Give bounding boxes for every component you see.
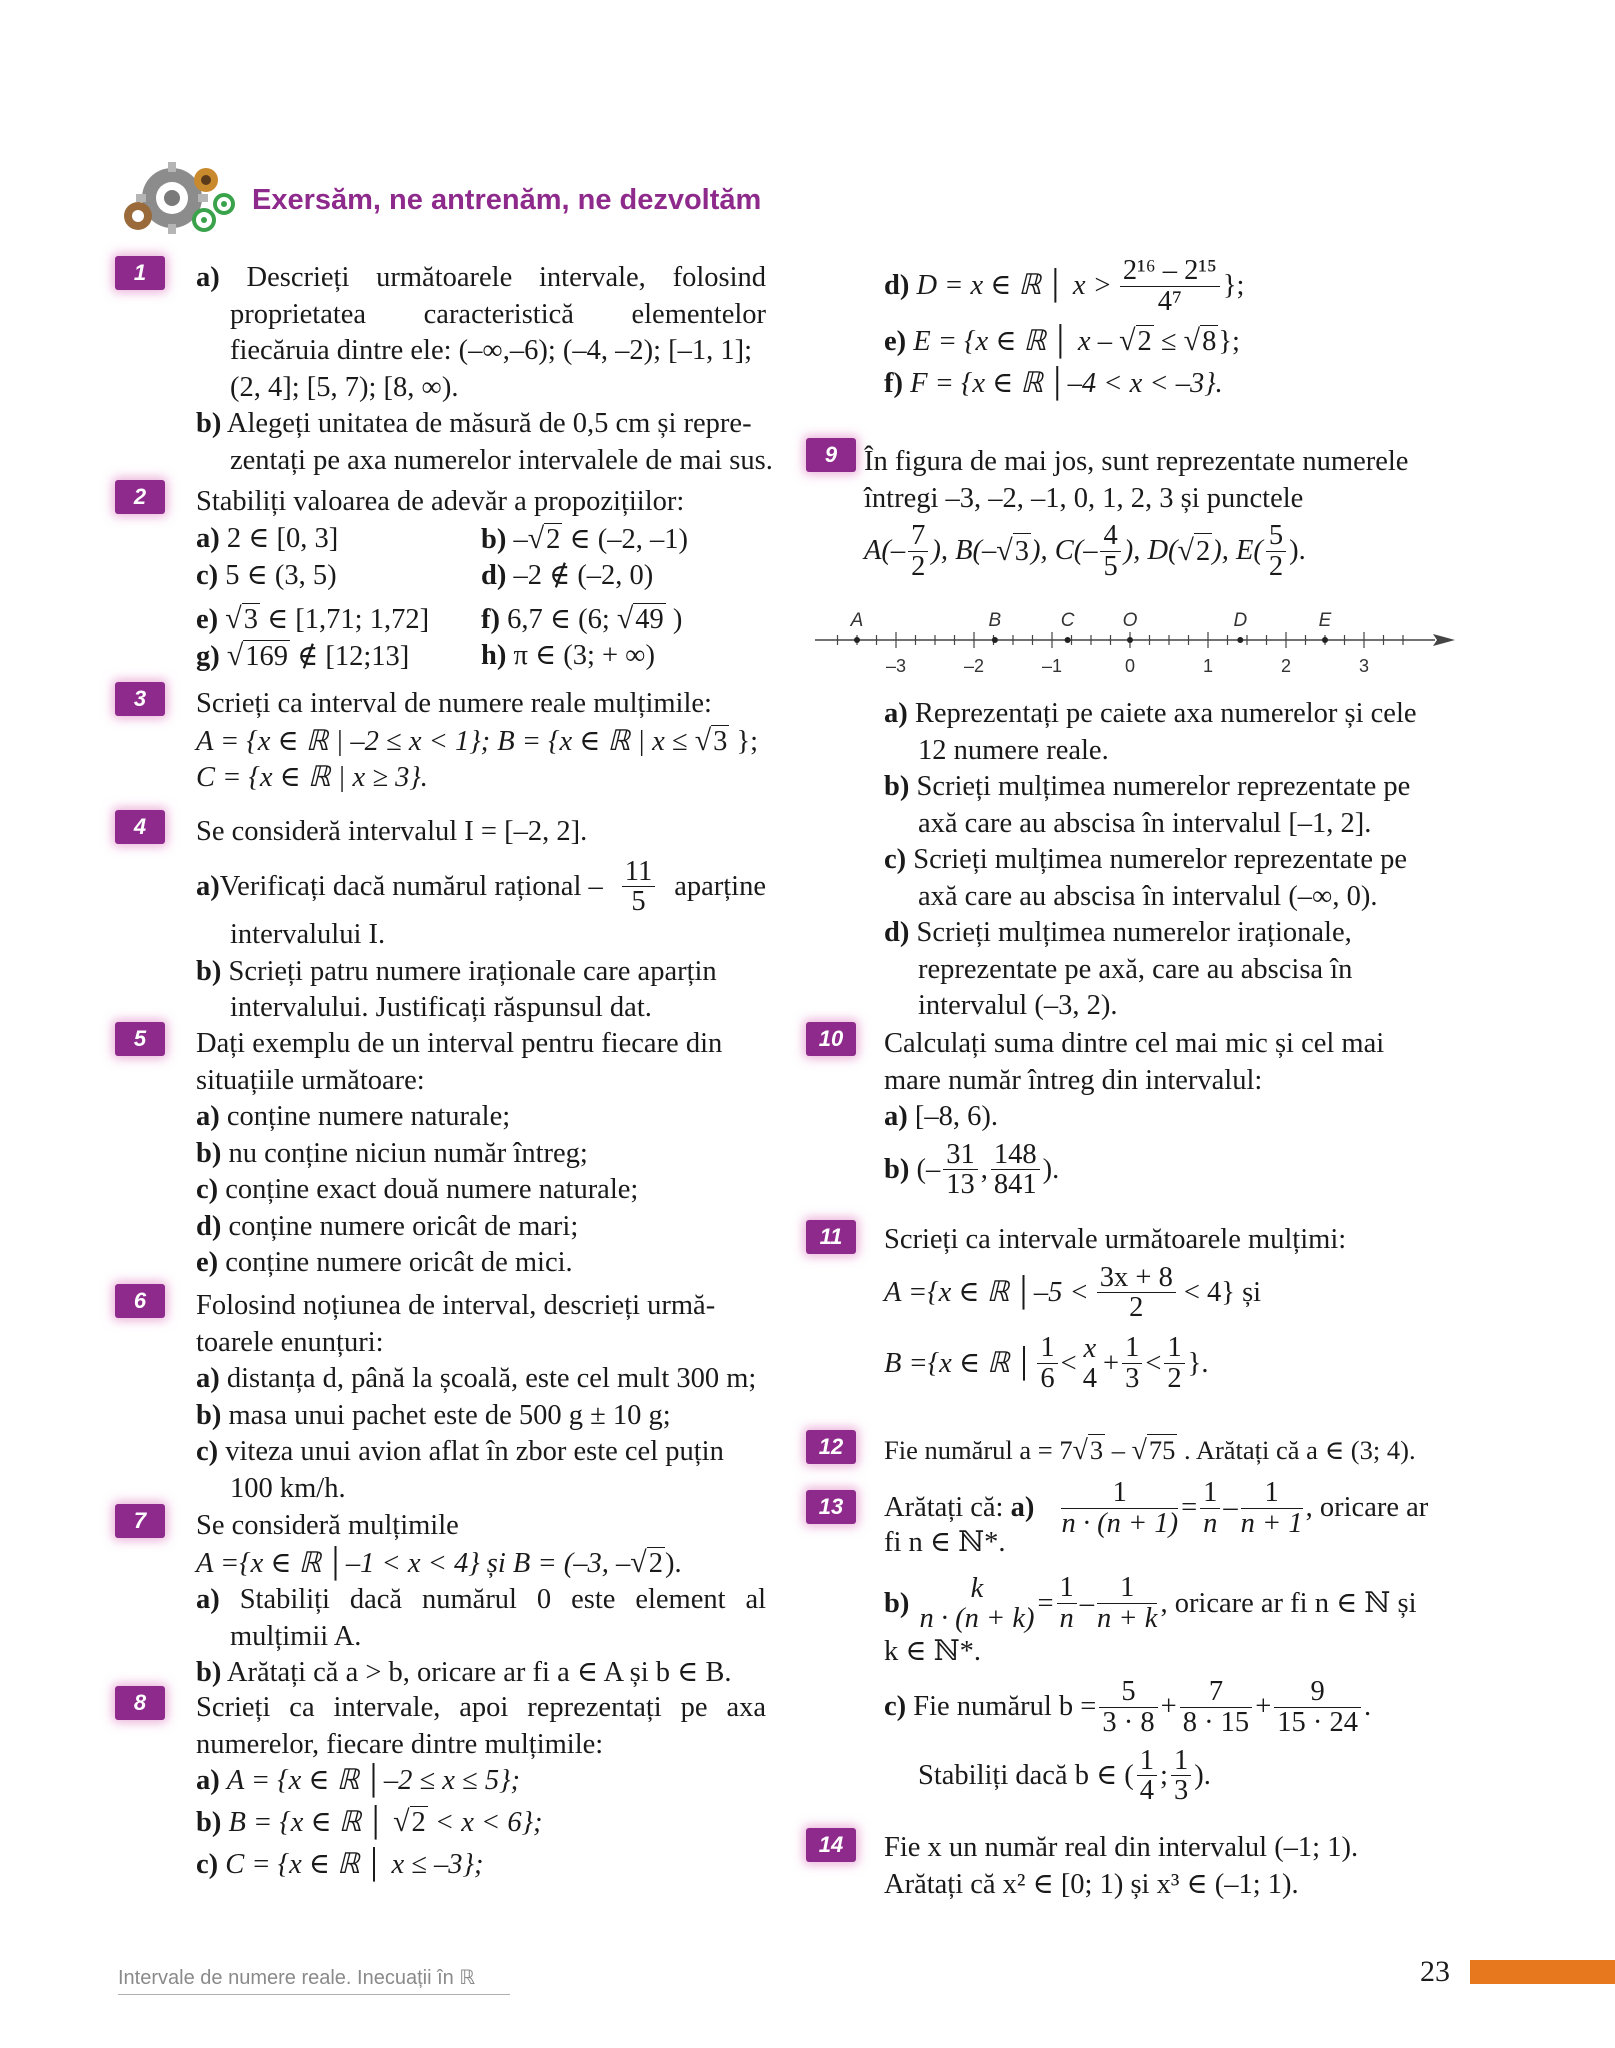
- axis-tick-label: 1: [1202, 656, 1214, 676]
- exercise-number-badge: 4: [115, 810, 165, 844]
- axis-tick-label: 0: [1124, 656, 1136, 676]
- exercise-4: Se consideră intervalul I = [–2, 2]. a)Verificați dacă numărul rațional – $\frac{11}{5}$ aparține intervalului I. b) Scrieți patru numere iraționale care aparțin intervalului. Justificați răspunsul dat.: [196, 816, 766, 1024]
- axis-point-label: C: [1060, 610, 1075, 631]
- page-number: 23: [1420, 1955, 1450, 1988]
- number-axis: [815, 602, 1455, 682]
- footer-chapter-title: Intervale de numere reale. Inecuații în ℝ: [118, 1965, 510, 1995]
- exercise-13: Arătați că: a) $\frac{1}{n \cdot (n + 1)}$ = $\frac{1}{n}$ – $\frac{1}{n + 1}$ , oricare ar fi n ∈ ℕ*. b) k n · (n + k) = $\frac{1}{n}$ – $\frac{1}{n + k}$ , oricare ar fi n ∈ ℕ și k ∈ ℕ*. c) Fie numărul b = $\frac{5}{3 \cdot 8}$ + $\frac{7}{8 \cdot 15}$ + $\frac{9}{15 \cdot 24}$ . Stabiliți dacă b ∈ ( $\frac{1}{4}$ ; $\frac{1}{3}$ ).: [884, 1477, 1429, 1807]
- exercise-2: Stabiliți valoarea de adevăr a propozițiilor: a) 2 ∈ [0, 3] b) –√2 ∈ (–2, –1) c) 5 ∈ (3, 5) d) –2 ∉ (–2, 0) e) √3 ∈ [1,71; 1,72] f) 6,7 ∈ (6; √49 ) g) √169 ∉ [12;13] h) π ∈ (3; + ∞): [196, 484, 766, 676]
- axis-point: [1065, 637, 1071, 643]
- exercise-11: Scrieți ca intervale următoarele mulțimi: A ={x ∈ ℝ │–5 < $\frac{3x + 8}{2}$ < 4} și B ={x ∈ ℝ │ $\frac{1}{6}$ < x 4 + $\frac{1}{3}$ < $\frac{1}{2}$ }.: [884, 1224, 1347, 1395]
- exercise-number-badge: 7: [115, 1504, 165, 1538]
- section-header: [120, 160, 761, 240]
- exercise-text: Descrieți următoarele intervale, folosind: [246, 262, 766, 293]
- exercise-number-badge: 8: [115, 1686, 165, 1720]
- exercise-12: Fie numărul a = 7√3 – √75 . Arătați că a ∈ (3; 4).: [884, 1435, 1416, 1466]
- exercise-10: Calculați suma dintre cel mai mic și cel mai mare număr întreg din intervalul: a) [–8, 6). b) (– $\frac{31}{13}$ , $\frac{148}{841}$ ).: [884, 1028, 1385, 1201]
- axis-point-label: A: [850, 610, 864, 631]
- exercise-3: Scrieți ca interval de numere reale mulțimile: A = {x ∈ ℝ | –2 ≤ x < 1}; B = {x ∈ ℝ | x ≤ √3 }; C = {x ∈ ℝ | x ≥ 3}.: [196, 686, 766, 797]
- exercise-9-items: a) Reprezentați pe caiete axa numerelor și cele 12 numere reale. b) Scrieți mulțimea numerelor reprezentate pe axă care au abscisa în intervalul [–1, 2]. c) Scrieți mulțimea numerelor reprezentate pe axă care au abscisa în intervalul (–∞, 0). d) Scrieți mulțimea numerelor iraționale, reprezentate pe axă, care au abscisa în intervalul (–3, 2).: [884, 698, 1417, 1021]
- exercise-number-badge: 2: [115, 480, 165, 514]
- number-axis-figure: [815, 602, 1455, 682]
- axis-point-label: E: [1318, 610, 1332, 631]
- exercise-number-badge: 12: [806, 1430, 856, 1464]
- axis-tick-label: –1: [1041, 656, 1063, 676]
- exercise-number-badge: 3: [115, 682, 165, 716]
- exercise-number-badge: 10: [806, 1022, 856, 1056]
- exercise-number-badge: 5: [115, 1022, 165, 1056]
- axis-point: [992, 637, 998, 643]
- exercise-7: Se consideră mulțimile A ={x ∈ ℝ │–1 < x < 4} și B = (–3, –√2). a) Stabiliți dacă numărul 0 este element al mulțimii A. b) Arătați că a > b, oricare ar fi a ∈ A și b ∈ B.: [196, 1510, 767, 1688]
- axis-tick-label: –2: [963, 656, 985, 676]
- axis-point: [1127, 637, 1133, 643]
- exercise-6: Folosind noțiunea de interval, descrieți urmă- toarele enunțuri: a) distanța d, până la școală, este cel mult 300 m; b) masa unui pachet este de 500 g ± 10 g; c) viteza unui avion aflat în zbor este cel puțin 100 km/h.: [196, 1290, 757, 1504]
- axis-tick-label: –3: [885, 656, 907, 676]
- exercise-8: Scrieți ca intervale, apoi reprezentați pe axa numerelor, fiecare dintre mulțimile: a) A = {x ∈ ℝ │–2 ≤ x ≤ 5}; b) B = {x ∈ ℝ │ √2 < x < 6}; c) C = {x ∈ ℝ │ x ≤ –3};: [196, 1692, 766, 1880]
- exercise-text: Alegeți unitatea de măsură de 0,5 cm și repre-: [226, 408, 752, 439]
- exercise-number-badge: 13: [806, 1490, 856, 1524]
- item-label: a): [196, 262, 220, 293]
- exercise-text: Se consideră intervalul I = [–2, 2].: [196, 816, 588, 847]
- exercise-text: zentați pe axa numerelor intervalele de mai sus.: [230, 444, 773, 476]
- exercise-text: proprietatea caracteristică elementelor: [230, 298, 766, 330]
- exercise-1: [196, 260, 773, 479]
- exercise-number-badge: 11: [806, 1220, 856, 1254]
- axis-point-label: B: [988, 610, 1002, 631]
- axis-point: [854, 637, 860, 643]
- axis-point-label: O: [1122, 610, 1138, 631]
- exercise-8-continued: d) D = x ∈ ℝ │ x > $\frac{\text{2¹⁶ – 2¹⁵}}{\text{4⁷}}$ }; e) E = {x ∈ ℝ │ x – √2 ≤ √8}; f) F = {x ∈ ℝ │–4 < x < –3}.: [884, 255, 1245, 400]
- axis-point-label: D: [1233, 610, 1248, 631]
- axis-point: [1322, 637, 1328, 643]
- exercise-9: În figura de mai jos, sunt reprezentate numerele întregi –3, –2, –1, 0, 1, 2, 3 și punctele A(– $\frac{7}{2}$ ), B(– √ 3 ), C(– $\frac{4}{5}$ ), D( √ 2 ), E( $\frac{5}{2}$ ).: [864, 446, 1409, 582]
- exercise-number-badge: 1: [115, 256, 165, 290]
- item-label: b): [196, 408, 222, 439]
- axis-arrow: [1433, 634, 1455, 646]
- axis-tick-label: 3: [1358, 656, 1370, 676]
- exercise-14: Fie x un număr real din intervalul (–1; 1). Arătați că x² ∈ [0; 1) și x³ ∈ (–1; 1).: [884, 1832, 1359, 1900]
- exercise-number-badge: 14: [806, 1828, 856, 1862]
- exercise-5: Dați exemplu de un interval pentru fiecare din situațiile următoare: a) conține numere naturale; b) nu conține niciun număr întreg; c) conține exact două numere naturale; d) conține numere oricât de mari; e) conține numere oricât de mici.: [196, 1028, 723, 1278]
- exercise-text: fiecăruia dintre ele: (–∞,–6); (–4, –2); [–1, 1];: [230, 335, 753, 366]
- exercise-number-badge: 9: [806, 438, 856, 472]
- axis-tick-label: 2: [1280, 656, 1292, 676]
- exercise-text: (2, 4]; [5, 7); [8, ∞).: [230, 371, 459, 403]
- footer-accent-bar: [1470, 1960, 1615, 1984]
- axis-point: [1237, 637, 1243, 643]
- section-title: Exersăm, ne antrenăm, ne dezvoltăm: [252, 183, 762, 216]
- exercise-text: Scrieți ca interval de numere reale mulțimile:: [196, 688, 712, 719]
- exercise-text: Stabiliți valoarea de adevăr a propozițiilor:: [196, 486, 685, 517]
- gears-icon: [120, 160, 238, 240]
- exercise-number-badge: 6: [115, 1284, 165, 1318]
